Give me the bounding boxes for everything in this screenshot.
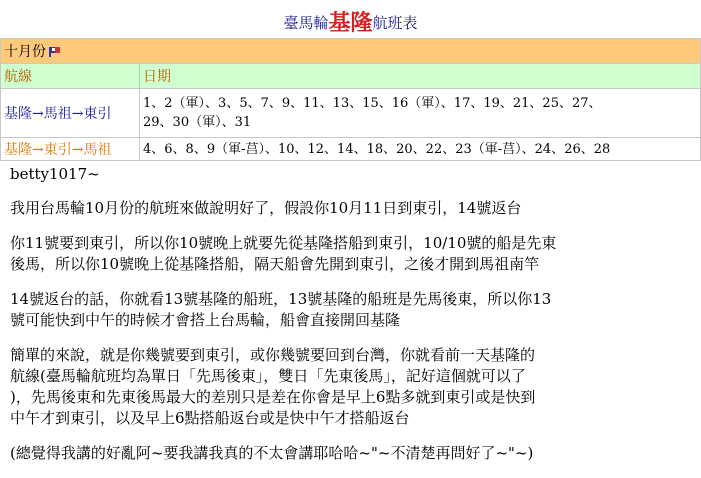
- month-row: [1, 39, 701, 64]
- paragraph: (總覺得我講的好亂阿~要我講我真的不太會講耶哈哈~"~不清楚再問好了~"~): [10, 444, 534, 462]
- dates-line: 4、6、8、9（軍-莒）、10、12、14、18、20、22、23（軍-莒）、24、26、28: [143, 141, 611, 157]
- paragraph-line: 14號返台的話，你就看13號基隆的船班，13號基隆的船班是先馬後東，所以你13: [10, 290, 552, 308]
- route-cell: 基隆→東引→馬祖: [1, 138, 140, 161]
- post-body: [10, 164, 690, 478]
- table-row: [1, 89, 701, 138]
- table-row: [1, 138, 701, 161]
- paragraph: 我用台馬輪10月份的航班來做說明好了，假設你10月11日到東引，14號返台: [10, 199, 522, 217]
- dates-cell: [140, 89, 701, 138]
- greeting: betty1017~: [10, 165, 100, 183]
- header-row: [1, 64, 701, 89]
- paragraph-line: 號可能快到中午的時候才會搭上台馬輪，船會直接開回基隆: [10, 311, 401, 329]
- paragraph-line: 你11號要到東引，所以你10號晚上就要先從基隆搭船到東引，10/10號的船是先東: [10, 234, 557, 252]
- dates-line: 29、30（軍）、31: [143, 115, 252, 130]
- paragraph-line: 中午才到東引，以及早上6點搭船返台或是快中午才搭船返台: [10, 409, 410, 427]
- paragraph-line: 簡單的來說，就是你幾號要到東引，或你幾號要回到台灣，你就看前一天基隆的: [10, 346, 536, 364]
- dates-line: 1、2（軍）、3、5、7、9、11、13、15、16（軍）、17、19、21、25、27、: [143, 96, 602, 111]
- title-prefix: 臺馬輪: [283, 14, 329, 32]
- schedule-table: [0, 38, 701, 161]
- page-title: [0, 6, 701, 37]
- paragraph-line: 航線(臺馬輪航班均為單日「先馬後東」，雙日「先東後馬」，記好這個就可以了: [10, 367, 526, 385]
- title-highlight: 基隆: [328, 10, 373, 36]
- title-suffix: 航班表: [372, 14, 418, 32]
- taiwan-flag-icon: [49, 47, 61, 56]
- paragraph: [10, 233, 690, 275]
- date-header: 日期: [140, 64, 701, 89]
- month-label: 十月份: [4, 44, 46, 60]
- month-cell: [1, 39, 701, 64]
- paragraph: [10, 345, 690, 429]
- route-header: 航線: [1, 64, 140, 89]
- paragraph-line: 後馬，所以你10號晚上從基隆搭船，隔天船會先開到東引，之後才開到馬祖南竿: [10, 255, 540, 273]
- paragraph-line: )，先馬後東和先東後馬最大的差別只是差在你會是早上6點多就到東引或是快到: [10, 388, 536, 406]
- paragraph: [10, 289, 690, 331]
- route-cell: 基隆→馬祖→東引: [1, 89, 140, 138]
- dates-cell: [140, 138, 701, 161]
